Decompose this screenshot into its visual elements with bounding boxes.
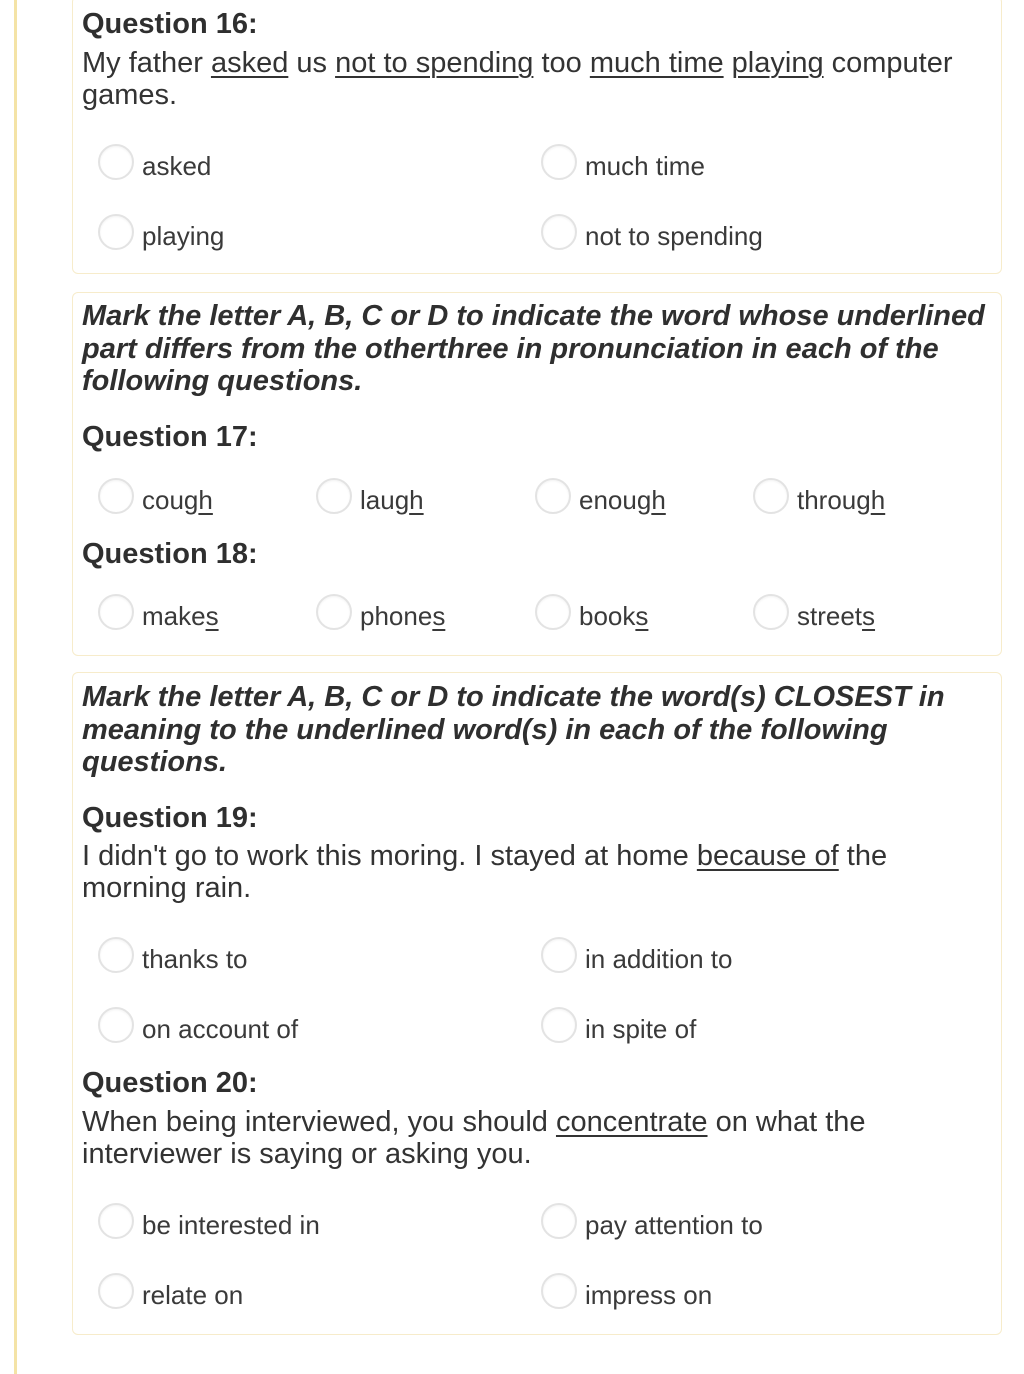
radio-icon[interactable] (541, 1203, 577, 1239)
meaning-instruction: Mark the letter A, B, C or D to indicate the word(s) CLOSEST in meaning to the underlined word(s) in each of the following questions. (82, 681, 945, 778)
option-label: much time (585, 150, 705, 181)
stem-text (724, 47, 732, 79)
q17-option-b[interactable] (316, 480, 424, 520)
option-label: playing (142, 220, 225, 251)
option-label: in spite of (585, 1013, 697, 1044)
question-20-stem (82, 1106, 992, 1170)
q17-option-a[interactable] (98, 480, 213, 520)
option-label: impress on (585, 1279, 713, 1310)
radio-icon[interactable] (98, 594, 134, 630)
option-label: laugh (360, 484, 424, 515)
stem-text: on what the interviewer is saying or asking you. (82, 1106, 866, 1170)
q17-option-c[interactable] (535, 480, 666, 520)
option-label: pay attention to (585, 1209, 763, 1240)
option-label: enough (579, 484, 666, 515)
underlined-phrase: not to spending (335, 47, 534, 79)
stem-text: computer games. (82, 47, 953, 111)
radio-icon[interactable] (316, 478, 352, 514)
stem-text: too (533, 47, 590, 79)
q19-option-b[interactable] (541, 939, 732, 979)
option-label: makes (142, 600, 219, 631)
underlined-phrase: much time (589, 47, 724, 79)
option-label: asked (142, 150, 212, 181)
radio-icon[interactable] (98, 1273, 134, 1309)
stem-text: When being interviewed, you should (82, 1106, 556, 1138)
q20-option-b[interactable] (541, 1205, 763, 1245)
q18-option-b[interactable] (316, 596, 445, 636)
option-label: through (797, 484, 886, 515)
question-19-title: Question 19: (82, 802, 258, 834)
radio-icon[interactable] (541, 144, 577, 180)
option-label: be interested in (142, 1209, 320, 1240)
q16-option-d[interactable] (541, 216, 763, 256)
question-16-title: Question 16: (82, 8, 258, 40)
option-label: books (579, 600, 649, 631)
question-18-title: Question 18: (82, 538, 258, 570)
option-label: in addition to (585, 943, 733, 974)
question-16-stem (82, 47, 992, 111)
q16-option-b[interactable] (541, 146, 705, 186)
option-label: cough (142, 484, 213, 515)
radio-icon[interactable] (541, 937, 577, 973)
underlined-phrase: because of (696, 840, 839, 872)
question-20-title: Question 20: (82, 1067, 258, 1099)
underlined-phrase: concentrate (555, 1106, 708, 1138)
option-label: relate on (142, 1279, 244, 1310)
q17-option-d[interactable] (753, 480, 885, 520)
radio-icon[interactable] (98, 937, 134, 973)
option-label: phones (360, 600, 446, 631)
question-17-title: Question 17: (82, 421, 258, 453)
radio-icon[interactable] (541, 214, 577, 250)
q19-option-c[interactable] (98, 1009, 298, 1049)
stem-text: the morning rain. (82, 840, 888, 904)
radio-icon[interactable] (541, 1273, 577, 1309)
radio-icon[interactable] (535, 478, 571, 514)
underlined-phrase: playing (731, 47, 824, 79)
radio-icon[interactable] (98, 214, 134, 250)
radio-icon[interactable] (753, 478, 789, 514)
q18-option-c[interactable] (535, 596, 648, 636)
radio-icon[interactable] (98, 1203, 134, 1239)
radio-icon[interactable] (541, 1007, 577, 1043)
q19-option-d[interactable] (541, 1009, 696, 1049)
option-label: streets (797, 600, 876, 631)
pronunciation-instruction: Mark the letter A, B, C or D to indicate the word whose underlined part differs from the otherthree in pronunciation in each of the following questions. (82, 300, 985, 397)
radio-icon[interactable] (753, 594, 789, 630)
stem-text: My father (82, 47, 211, 79)
stem-text: I didn't go to work this moring. I stayed at home (82, 840, 697, 872)
option-label: not to spending (585, 220, 763, 251)
radio-icon[interactable] (316, 594, 352, 630)
left-accent-rule (14, 0, 17, 1374)
option-label: on account of (142, 1013, 299, 1044)
q18-option-d[interactable] (753, 596, 875, 636)
q20-option-c[interactable] (98, 1275, 243, 1315)
underlined-phrase: asked (210, 47, 289, 79)
q16-option-a[interactable] (98, 146, 211, 186)
q20-option-a[interactable] (98, 1205, 320, 1245)
q20-option-d[interactable] (541, 1275, 712, 1315)
question-19-stem (82, 840, 992, 904)
q19-option-a[interactable] (98, 939, 248, 979)
q16-option-c[interactable] (98, 216, 224, 256)
radio-icon[interactable] (98, 478, 134, 514)
stem-text: us (288, 47, 336, 79)
radio-icon[interactable] (98, 1007, 134, 1043)
radio-icon[interactable] (535, 594, 571, 630)
q18-option-a[interactable] (98, 596, 219, 636)
radio-icon[interactable] (98, 144, 134, 180)
option-label: thanks to (142, 943, 248, 974)
